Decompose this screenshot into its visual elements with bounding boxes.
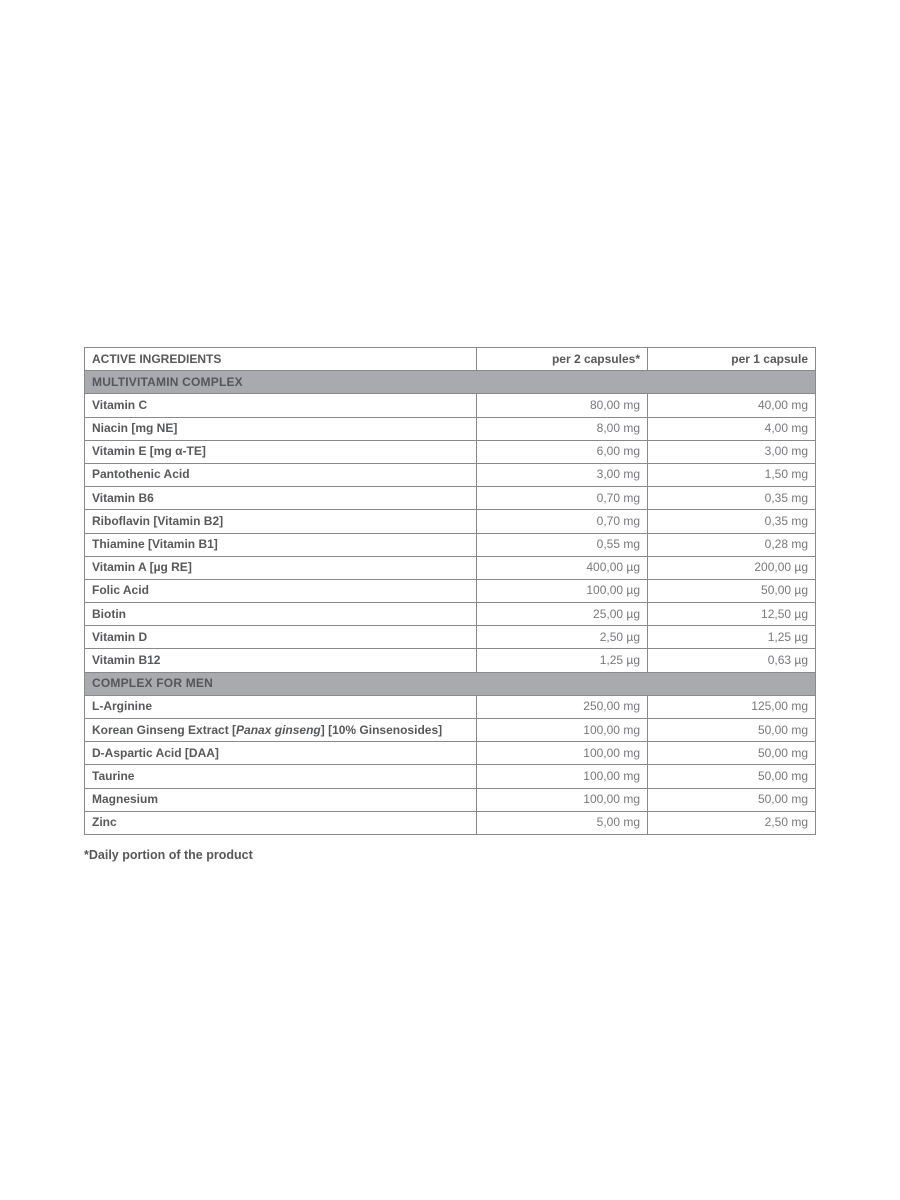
active-ingredients-table — [84, 347, 816, 835]
ingredient-name-cell: Vitamin B6 — [85, 487, 477, 510]
per1-value-cell: 50,00 mg — [648, 719, 816, 742]
per2-value-cell: 0,70 mg — [477, 487, 648, 510]
per2-value-cell: 100,00 mg — [477, 742, 648, 765]
per1-value-cell: 3,00 mg — [648, 440, 816, 463]
table-row — [85, 394, 816, 417]
ingredient-name-cell: L-Arginine — [85, 695, 477, 718]
per2-value-cell: 100,00 µg — [477, 579, 648, 602]
table-row — [85, 765, 816, 788]
per2-value-cell: 5,00 mg — [477, 811, 648, 834]
table-row — [85, 695, 816, 718]
per1-value-cell: 125,00 mg — [648, 695, 816, 718]
table-header — [85, 348, 816, 371]
ingredient-name-prefix: Korean Ginseng Extract [ — [92, 722, 237, 737]
per2-value-cell: 25,00 µg — [477, 603, 648, 626]
per1-value-cell: 50,00 mg — [648, 765, 816, 788]
per1-value-cell: 50,00 mg — [648, 788, 816, 811]
section-row — [85, 371, 816, 394]
table-row — [85, 579, 816, 602]
ingredient-name-cell: Biotin — [85, 603, 477, 626]
table-row — [85, 510, 816, 533]
per1-value-cell: 12,50 µg — [648, 603, 816, 626]
ingredient-name-cell: Zinc — [85, 811, 477, 834]
table-row — [85, 788, 816, 811]
daily-portion-footnote: *Daily portion of the product — [84, 848, 253, 862]
per1-value-cell: 1,25 µg — [648, 626, 816, 649]
per2-value-cell: 3,00 mg — [477, 463, 648, 486]
ingredient-name-cell — [85, 719, 477, 742]
ingredient-name-cell: Folic Acid — [85, 579, 477, 602]
ingredient-name-cell: Vitamin B12 — [85, 649, 477, 672]
ingredient-name-cell: Vitamin A [µg RE] — [85, 556, 477, 579]
per2-value-cell: 0,70 mg — [477, 510, 648, 533]
ingredient-name-cell: Thiamine [Vitamin B1] — [85, 533, 477, 556]
ingredient-name-cell: Riboflavin [Vitamin B2] — [85, 510, 477, 533]
per2-value-cell: 100,00 mg — [477, 765, 648, 788]
column-header-per-1-capsule: per 1 capsule — [648, 348, 816, 371]
ingredient-name-suffix: ] [10% Ginsenosides] — [320, 722, 443, 737]
per2-value-cell: 6,00 mg — [477, 440, 648, 463]
table-row — [85, 719, 816, 742]
per2-value-cell: 80,00 mg — [477, 394, 648, 417]
per2-value-cell: 2,50 µg — [477, 626, 648, 649]
per1-value-cell: 2,50 mg — [648, 811, 816, 834]
ingredient-name-cell: Pantothenic Acid — [85, 463, 477, 486]
table-row — [85, 603, 816, 626]
per1-value-cell: 0,28 mg — [648, 533, 816, 556]
table-row — [85, 742, 816, 765]
per2-value-cell: 100,00 mg — [477, 788, 648, 811]
per1-value-cell: 200,00 µg — [648, 556, 816, 579]
per1-value-cell: 1,50 mg — [648, 463, 816, 486]
table-row — [85, 417, 816, 440]
table-row — [85, 487, 816, 510]
per1-value-cell: 50,00 µg — [648, 579, 816, 602]
section-header-cell: MULTIVITAMIN COMPLEX — [85, 371, 816, 394]
column-header-per-2-capsules: per 2 capsules* — [477, 348, 648, 371]
ingredient-name-cell: Vitamin C — [85, 394, 477, 417]
section-header-cell: COMPLEX FOR MEN — [85, 672, 816, 695]
table-row — [85, 556, 816, 579]
per2-value-cell: 8,00 mg — [477, 417, 648, 440]
ingredient-name-cell: Vitamin D — [85, 626, 477, 649]
table-row — [85, 440, 816, 463]
per2-value-cell: 0,55 mg — [477, 533, 648, 556]
section-row — [85, 672, 816, 695]
per1-value-cell: 0,35 mg — [648, 510, 816, 533]
ingredient-name-cell: Magnesium — [85, 788, 477, 811]
ingredient-name-cell: D-Aspartic Acid [DAA] — [85, 742, 477, 765]
ingredient-name-cell: Taurine — [85, 765, 477, 788]
table-row — [85, 811, 816, 834]
ingredient-name-cell: Vitamin E [mg α-TE] — [85, 440, 477, 463]
per2-value-cell: 100,00 mg — [477, 719, 648, 742]
per2-value-cell: 250,00 mg — [477, 695, 648, 718]
per1-value-cell: 0,35 mg — [648, 487, 816, 510]
per2-value-cell: 1,25 µg — [477, 649, 648, 672]
ingredients-table-container — [84, 347, 815, 835]
ingredients-tbody — [85, 371, 816, 835]
per2-value-cell: 400,00 µg — [477, 556, 648, 579]
per1-value-cell: 50,00 mg — [648, 742, 816, 765]
table-row — [85, 626, 816, 649]
table-row — [85, 463, 816, 486]
ingredient-name-cell: Niacin [mg NE] — [85, 417, 477, 440]
per1-value-cell: 40,00 mg — [648, 394, 816, 417]
table-row — [85, 533, 816, 556]
table-row — [85, 649, 816, 672]
column-header-active-ingredients: ACTIVE INGREDIENTS — [85, 348, 477, 371]
ingredient-name-latin: Panax ginseng — [236, 722, 321, 737]
per1-value-cell: 4,00 mg — [648, 417, 816, 440]
per1-value-cell: 0,63 µg — [648, 649, 816, 672]
header-row — [85, 348, 816, 371]
